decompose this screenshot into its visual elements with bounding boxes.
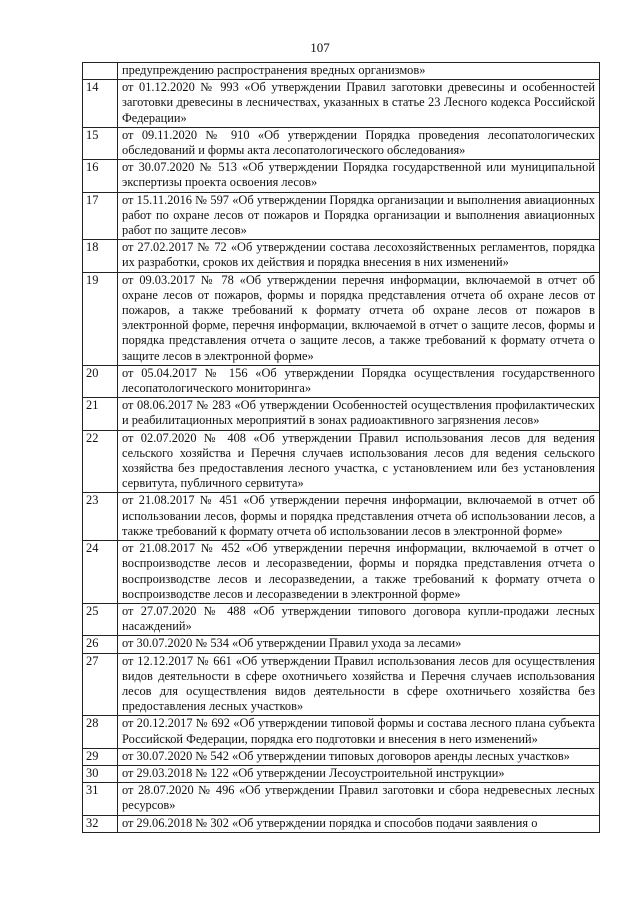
page-number: 107: [310, 40, 330, 55]
act-description: от 28.07.2020 № 496 «Об утверждении Правил заготовки и сбора недревесных лесных ресурсов»: [118, 783, 600, 815]
act-description: от 09.11.2020 № 910 «Об утверждении Порядка проведения лесопатологических обследований и формы акта лесопатологического обследования»: [118, 127, 600, 159]
act-description: от 21.08.2017 № 452 «Об утверждении перечня информации, включаемой в отчет о воспроизводстве лесов и лесоразведении, формы и порядка представления отчета о воспроизводстве лесов и лесоразведении, а также требований к формату отчета о воспроизводстве лесов и лесоразведении в электронной форме»: [118, 541, 600, 604]
act-description: от 30.07.2020 № 542 «Об утверждении типовых договоров аренды лесных участков»: [118, 748, 600, 765]
table-row: [83, 430, 600, 493]
row-number: 18: [83, 240, 118, 272]
table-row: [83, 365, 600, 397]
table-row: [83, 636, 600, 653]
table-row: [83, 160, 600, 192]
row-number: 17: [83, 192, 118, 240]
row-number: [83, 63, 118, 80]
table-row: [83, 398, 600, 430]
act-description: от 02.07.2020 № 408 «Об утверждении Правил использования лесов для ведения сельского хозяйства и Перечня случаев использования лесов для ведения сельского хозяйства без предоставления лесного участка, с установлением или без установления сервитута, публичного сервитута»: [118, 430, 600, 493]
row-number: 20: [83, 365, 118, 397]
act-description: от 01.12.2020 № 993 «Об утверждении Правил заготовки древесины и особенностей заготовки древесины в лесничествах, указанных в статье 23 Лесного кодекса Российской Федерации»: [118, 80, 600, 128]
row-number: 28: [83, 716, 118, 748]
table-row: [83, 493, 600, 541]
table-row: [83, 765, 600, 782]
row-number: 30: [83, 765, 118, 782]
act-description: от 30.07.2020 № 513 «Об утверждении Порядка государственной или муниципальной экспертизы проекта освоения лесов»: [118, 160, 600, 192]
table-row: [83, 653, 600, 716]
row-number: 32: [83, 815, 118, 832]
table-row: [83, 716, 600, 748]
act-description: от 08.06.2017 № 283 «Об утверждении Особенностей осуществления профилактических и реабилитационных мероприятий в зонах радиоактивного загрязнения лесов»: [118, 398, 600, 430]
act-description: от 21.08.2017 № 451 «Об утверждении перечня информации, включаемой в отчет об использовании лесов, формы и порядка представления отчета об использовании лесов, а также требований к формату отчета об использовании лесов в электронной форме»: [118, 493, 600, 541]
table-row: [83, 127, 600, 159]
table-row: [83, 748, 600, 765]
table-row: [83, 541, 600, 604]
act-description: от 29.06.2018 № 302 «Об утверждении порядка и способов подачи заявления о: [118, 815, 600, 832]
row-number: 26: [83, 636, 118, 653]
table-row: [83, 603, 600, 635]
row-number: 22: [83, 430, 118, 493]
table-row: [83, 80, 600, 128]
row-number: 16: [83, 160, 118, 192]
table-row: [83, 783, 600, 815]
act-description: от 05.04.2017 № 156 «Об утверждении Порядка осуществления государственного лесопатологического мониторинга»: [118, 365, 600, 397]
act-description: от 20.12.2017 № 692 «Об утверждении типовой формы и состава лесного плана субъекта Российской Федерации, порядка его подготовки и внесения в него изменений»: [118, 716, 600, 748]
legal-acts-table: [82, 62, 600, 833]
act-description: от 27.02.2017 № 72 «Об утверждении состава лесохозяйственных регламентов, порядка их разработки, сроков их действия и порядка внесения в них изменений»: [118, 240, 600, 272]
row-number: 21: [83, 398, 118, 430]
row-number: 19: [83, 272, 118, 365]
row-number: 14: [83, 80, 118, 128]
legal-acts-table-body: [83, 63, 600, 833]
act-description: от 29.03.2018 № 122 «Об утверждении Лесоустроительной инструкции»: [118, 765, 600, 782]
table-row: [83, 815, 600, 832]
act-description: от 12.12.2017 № 661 «Об утверждении Правил использования лесов для осуществления видов деятельности в сфере охотничьего хозяйства и Перечня случаев использования лесов для осуществления видов деятельности в сфере охотничьего хозяйства без предоставления лесных участков»: [118, 653, 600, 716]
table-row: [83, 63, 600, 80]
row-number: 24: [83, 541, 118, 604]
row-number: 25: [83, 603, 118, 635]
row-number: 15: [83, 127, 118, 159]
table-row: [83, 272, 600, 365]
row-number: 31: [83, 783, 118, 815]
act-description: от 15.11.2016 № 597 «Об утверждении Порядка организации и выполнения авиационных работ по охране лесов от пожаров и Порядка организации и выполнения авиационных работ по защите лесов»: [118, 192, 600, 240]
act-description: от 30.07.2020 № 534 «Об утверждении Правил ухода за лесами»: [118, 636, 600, 653]
table-row: [83, 192, 600, 240]
row-number: 29: [83, 748, 118, 765]
act-description: от 27.07.2020 № 488 «Об утверждении типового договора купли-продажи лесных насаждений»: [118, 603, 600, 635]
act-description: предупреждению распространения вредных организмов»: [118, 63, 600, 80]
row-number: 23: [83, 493, 118, 541]
row-number: 27: [83, 653, 118, 716]
table-row: [83, 240, 600, 272]
act-description: от 09.03.2017 № 78 «Об утверждении перечня информации, включаемой в отчет об охране лесов от пожаров, формы и порядка представления отчета об охране лесов от пожаров, а также требований к формату отчета об охране лесов от пожаров в электронной форме, перечня информации, включаемой в отчет о защите лесов, формы и порядка представления отчета о защите лесов, а также требований к формату отчета о защите лесов в электронной форме»: [118, 272, 600, 365]
